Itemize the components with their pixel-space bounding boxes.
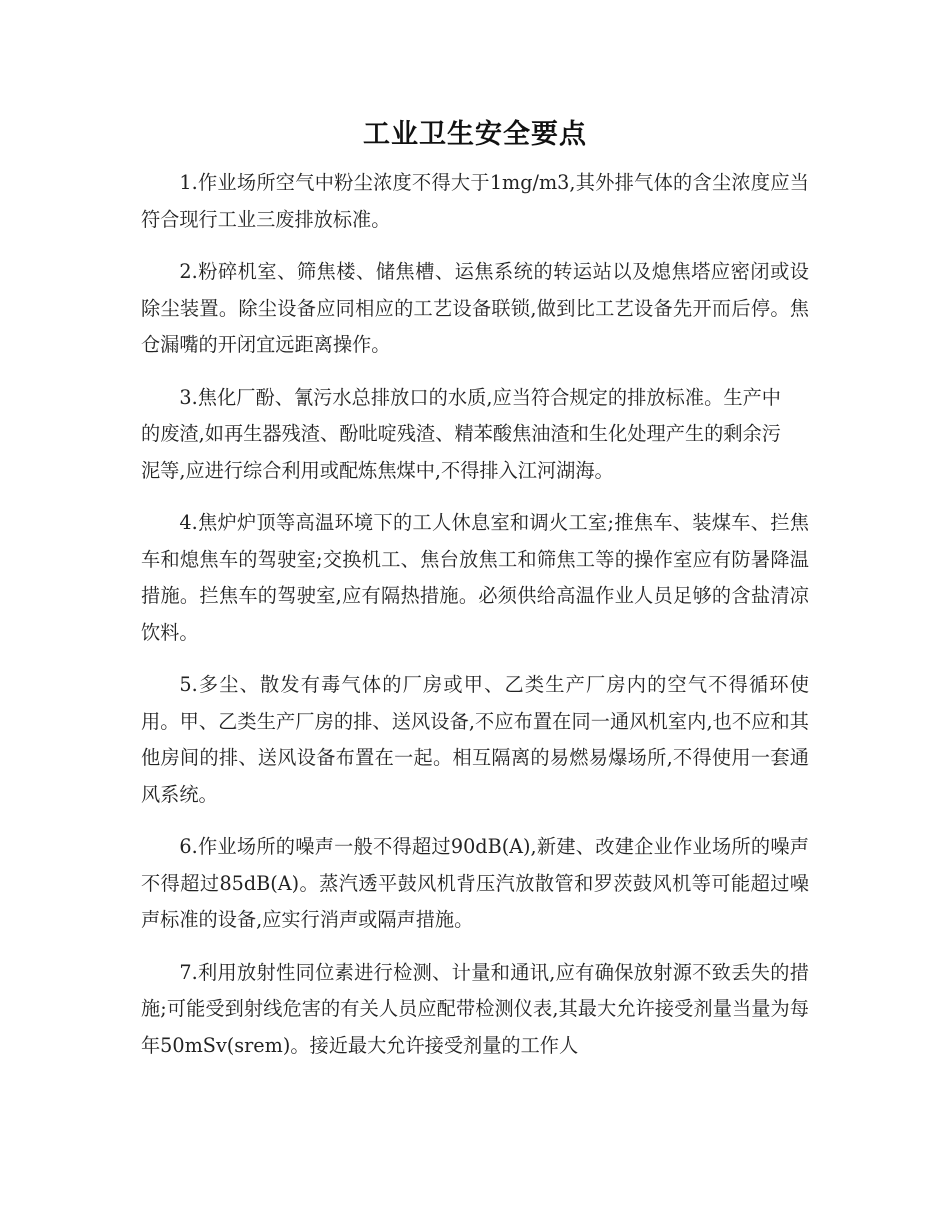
paragraph-6: 6.作业场所的噪声一般不得超过90dB(A),新建、改建企业作业场所的噪声不得超过85dB(A)。蒸汽透平鼓风机背压汽放散管和罗茨鼓风机等可能超过噪声标准的设备,应实行消声或隔声措施。 <box>141 835 809 931</box>
paragraph-7: 7.利用放射性同位素进行检测、计量和通讯,应有确保放射源不致丢失的措施;可能受到射线危害的有关人员应配带检测仪表,其最大允许接受剂量当量为每年50mSv(srem)。接近最大允许接受剂量的工作人 <box>141 960 809 1057</box>
paragraph-1: 1.作业场所空气中粉尘浓度不得大于1mg/m3,其外排气体的含尘浓度应当符合现行工业三废排放标准。 <box>141 171 809 231</box>
document-title: 工业卫生安全要点 <box>363 119 587 150</box>
document-body <box>141 165 809 1080</box>
paragraph-5: 5.多尘、散发有毒气体的厂房或甲、乙类生产厂房内的空气不得循环使用。甲、乙类生产厂房的排、送风设备,不应布置在同一通风机室内,也不应和其他房间的排、送风设备布置在一起。相互隔离的易燃易爆场所,不得使用一套通风系统。 <box>141 673 809 806</box>
paragraph-2: 2.粉碎机室、筛焦楼、储焦槽、运焦系统的转运站以及熄焦塔应密闭或设除尘装置。除尘设备应同相应的工艺设备联锁,做到比工艺设备先开而后停。焦仓漏嘴的开闭宜远距离操作。 <box>141 260 809 356</box>
paragraph-4: 4.焦炉炉顶等高温环境下的工人休息室和调火工室;推焦车、装煤车、拦焦车和熄焦车的驾驶室;交换机工、焦台放焦工和筛焦工等的操作室应有防暑降温措施。拦焦车的驾驶室,应有隔热措施。必须供给高温作业人员足够的含盐清凉饮料。 <box>141 511 809 644</box>
paragraph-3: 3.焦化厂酚、氰污水总排放口的水质,应当符合规定的排放标准。生产中的废渣,如再生器残渣、酚吡啶残渣、精苯酸焦油渣和生化处理产生的剩余污泥等,应进行综合利用或配炼焦煤中,不得排入江河湖海。 <box>141 385 781 482</box>
